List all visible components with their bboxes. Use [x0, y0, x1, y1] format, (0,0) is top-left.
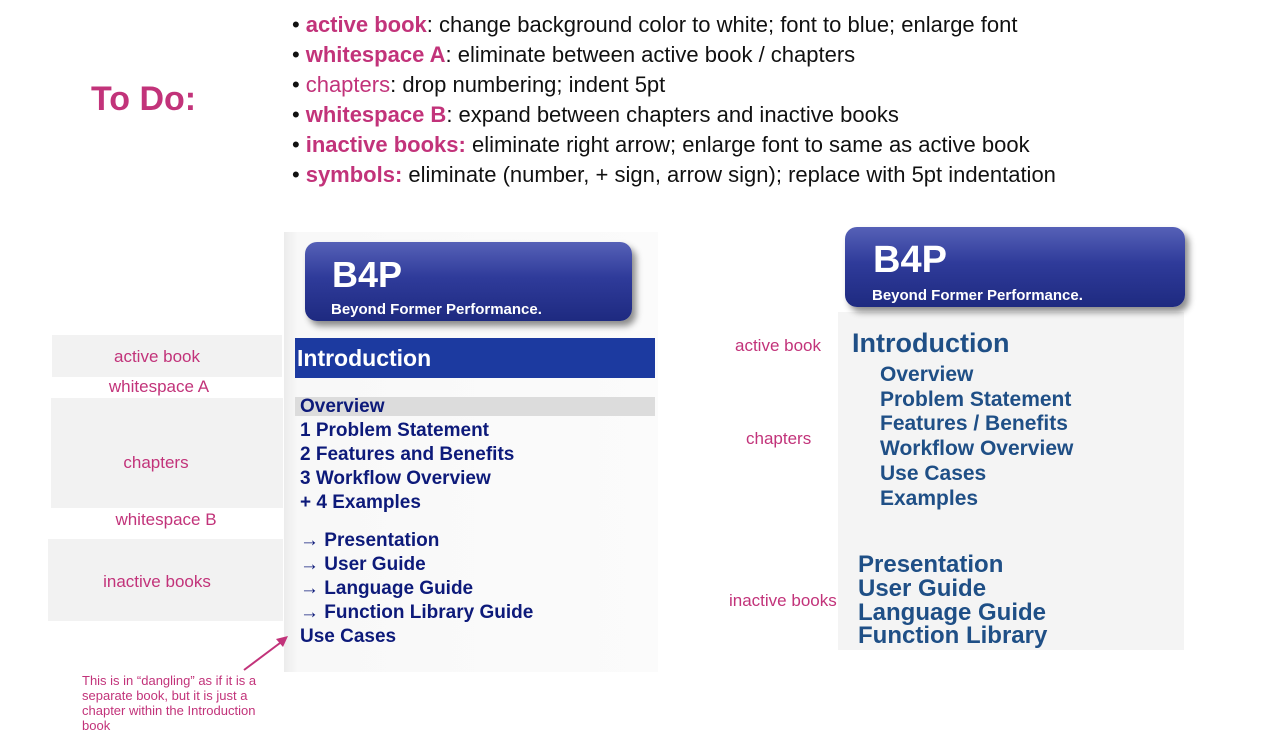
old-inactive-book[interactable]: → Function Library Guide [300, 602, 534, 623]
new-chapter-item[interactable]: Examples [880, 487, 979, 510]
new-chapter-item[interactable]: Problem Statement [880, 388, 1072, 411]
legend-right-chapters: chapters [746, 429, 812, 448]
new-inactive-book[interactable]: Language Guide [858, 599, 1047, 626]
legend-chapters: chapters [123, 453, 189, 472]
legend-inactive-books: inactive books [103, 572, 211, 591]
old-inactive-book[interactable]: → User Guide [300, 554, 426, 575]
logo-new [845, 227, 1185, 307]
logo-old [305, 242, 632, 321]
legend-active-book: active book [114, 347, 200, 366]
todo-key: chapters [305, 72, 391, 97]
legend-whitespace-b: whitespace B [115, 510, 217, 529]
todo-item: • active book: change background color to white; font to blue; enlarge font [292, 12, 1018, 37]
todo-item: • whitespace B: expand between chapters and inactive books [292, 102, 899, 127]
todo-text: : drop numbering; indent 5pt [390, 72, 666, 97]
todo-text: eliminate right arrow; enlarge font to same as active book [465, 132, 1030, 157]
old-inactive-book[interactable]: → Presentation [300, 530, 440, 551]
annotation-arrow [240, 630, 300, 675]
todo-item: • symbols: eliminate (number, + sign, arrow sign); replace with 5pt indentation [292, 162, 1056, 187]
logo-name: B4P [332, 254, 403, 295]
todo-title: To Do: [91, 80, 197, 118]
dangling-note: This is in “dangling” as if it is a separate book, but it is just a chapter within the Introduction book [82, 673, 257, 733]
todo-key: inactive books: [305, 132, 466, 157]
legend-right-inactive-books: inactive books [729, 591, 837, 610]
todo-text: : change background color to white; font to blue; enlarge font [426, 12, 1018, 37]
todo-item: • whitespace A: eliminate between active book / chapters [292, 42, 856, 67]
new-chapter-item[interactable]: Overview [880, 363, 974, 386]
new-inactive-book[interactable]: Function Library [858, 622, 1048, 649]
new-chapter-item[interactable]: Workflow Overview [880, 437, 1074, 460]
new-inactive-book[interactable]: User Guide [858, 575, 987, 602]
old-chapter-item[interactable]: 2 Features and Benefits [300, 444, 515, 465]
old-chapter-item[interactable]: 3 Workflow Overview [300, 468, 491, 489]
todo-key: whitespace B [305, 102, 447, 127]
todo-key: symbols: [305, 162, 403, 187]
old-chapter-item[interactable]: + 4 Examples [300, 492, 421, 513]
todo-item: • inactive books: eliminate right arrow; enlarge font to same as active book [292, 132, 1030, 157]
todo-item: • chapters: drop numbering; indent 5pt [292, 72, 666, 97]
old-dangling-chapter[interactable]: Use Cases [300, 626, 397, 647]
old-active-book[interactable]: Introduction [295, 338, 655, 378]
legend-right-active-book: active book [735, 336, 821, 355]
todo-text: : expand between chapters and inactive books [446, 102, 899, 127]
todo-text: : eliminate between active book / chapters [445, 42, 856, 67]
old-chapter-item[interactable]: Overview [300, 396, 385, 417]
todo-key: active book [305, 12, 427, 37]
logo-name: B4P [873, 239, 947, 281]
todo-key: whitespace A [305, 42, 446, 67]
old-chapter-item[interactable]: 1 Problem Statement [300, 420, 489, 441]
todo-text: eliminate (number, + sign, arrow sign); replace with 5pt indentation [402, 162, 1056, 187]
logo-tagline: Beyond Former Performance. [331, 301, 542, 318]
new-inactive-book[interactable]: Presentation [858, 551, 1004, 578]
new-chapter-item[interactable]: Use Cases [880, 462, 987, 485]
new-active-book[interactable]: Introduction [852, 328, 1010, 358]
logo-tagline: Beyond Former Performance. [872, 287, 1083, 304]
old-inactive-book[interactable]: → Language Guide [300, 578, 474, 599]
legend-whitespace-a: whitespace A [108, 377, 210, 396]
new-chapter-item[interactable]: Features / Benefits [880, 412, 1068, 435]
todo-list [292, 10, 1056, 190]
